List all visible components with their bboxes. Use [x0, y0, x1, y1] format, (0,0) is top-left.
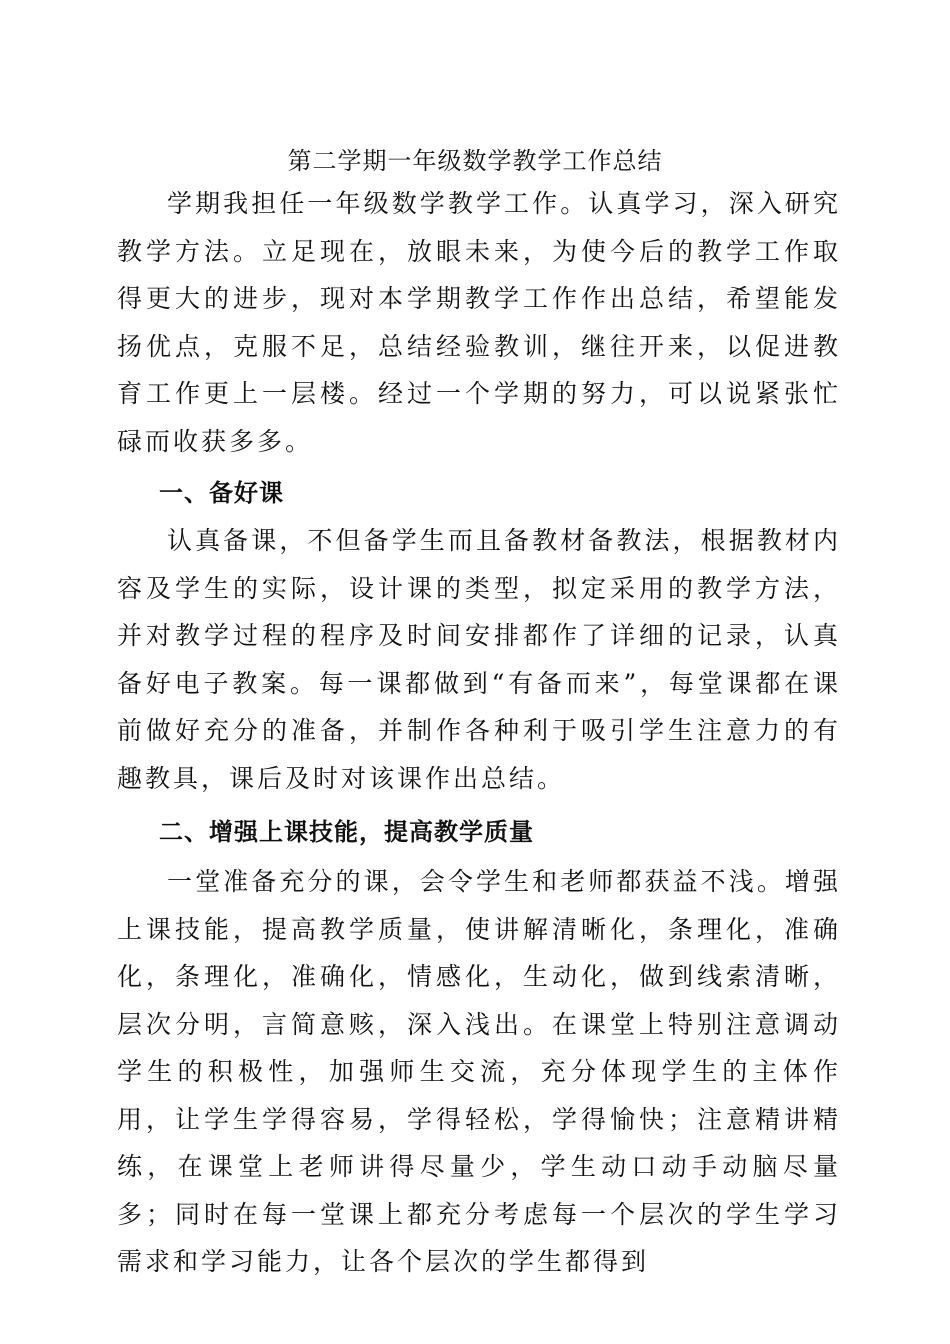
section-body-1: 认真备课，不但备学生而且备教材备教法，根据教材内容及学生的实际，设计课的类型，拟定采用的教学方法，并对教学过程的程序及时间安排都作了详细的记录，认真备好电子教案。每一课都做到“有备而来”，每堂课都在课前做好充分的准备，并制作各种利于吸引学生注意力的有趣教具，课后及时对该课作出总结。: [117, 526, 841, 793]
intro-paragraph: 学期我担任一年级数学教学工作。认真学习，深入研究教学方法。立足现在，放眼未来，为使今后的教学工作取得更大的进步，现对本学期教学工作作出总结，希望能发扬优点，克服不足，总结经验教训，继往开来，以促进教育工作更上一层楼。经过一个学期的努力，可以说紧张忙碌而收获多多。: [117, 189, 841, 456]
document-title: 第二学期一年级数学教学工作总结: [287, 147, 663, 175]
section-body-2: 一堂准备充分的课，会令学生和老师都获益不浅。增强上课技能，提高教学质量，使讲解清晰化，条理化，准确化，条理化，准确化，情感化，生动化，做到线索清晰，层次分明，言简意赅，深入浅出。在课堂上特别注意调动学生的积极性，加强师生交流，充分体现学生的主体作用，让学生学得容易，学得轻松，学得愉快；注意精讲精练，在课堂上老师讲得尽量少，学生动口动手动脑尽量多；同时在每一堂课上都充分考虑每一个层次的学生学习需求和学习能力，让各个层次的学生都得到: [117, 867, 841, 1276]
section-heading-1: 一、备好课: [159, 479, 284, 507]
document-body: [117, 180, 841, 1286]
section-heading-2: 二、增强上课技能，提高教学质量: [159, 818, 534, 846]
